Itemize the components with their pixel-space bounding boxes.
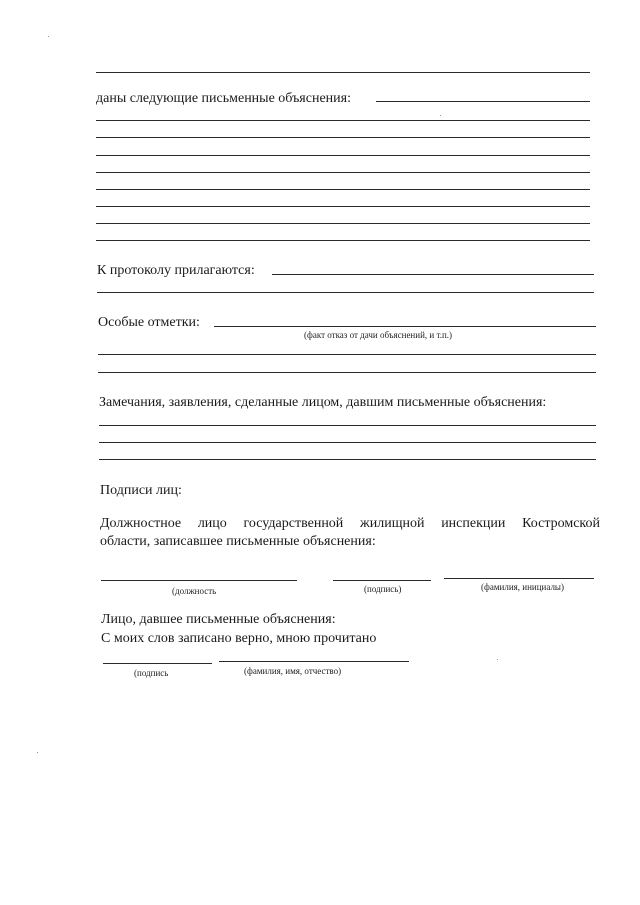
explanations-line-8[interactable] xyxy=(96,240,590,241)
person-line1: Лицо, давшее письменные объяснения: xyxy=(101,612,336,627)
attachments-label: К протоколу прилагаются: xyxy=(97,263,255,278)
special-notes-hint: (факт отказ от дачи объяснений, и т.п.) xyxy=(304,330,453,340)
scan-speck xyxy=(48,36,49,37)
scan-speck xyxy=(497,659,498,660)
caption-person-name: (фамилия, имя, отчество) xyxy=(244,666,342,676)
person-name-line[interactable] xyxy=(219,661,409,662)
special-notes-label: Особые отметки: xyxy=(98,315,200,330)
person-line2: С моих слов записано верно, мною прочитано xyxy=(101,631,377,646)
remarks-label: Замечания, заявления, сделанные лицом, давшим письменные объяснения: xyxy=(99,395,547,410)
person-signature-line[interactable] xyxy=(103,663,212,664)
explanations-line-5[interactable] xyxy=(96,189,590,190)
attachments-input-line[interactable] xyxy=(272,274,594,275)
explanations-line-3[interactable] xyxy=(96,155,590,156)
explanations-line-1[interactable] xyxy=(96,120,590,121)
explanations-line-6[interactable] xyxy=(96,206,590,207)
scan-speck xyxy=(440,115,441,116)
explanations-input-line[interactable] xyxy=(376,101,590,102)
explanations-line-2[interactable] xyxy=(96,137,590,138)
caption-signature: (подпись) xyxy=(364,584,402,594)
top-rule xyxy=(96,72,590,73)
official-statement-line1: Должностное лицо государственной жилищной инспекции Костромской xyxy=(100,516,600,531)
special-notes-line-1[interactable] xyxy=(98,354,596,355)
scan-speck xyxy=(37,752,38,753)
special-notes-input-line[interactable] xyxy=(214,326,596,327)
caption-person-signature: (подпись xyxy=(134,668,169,678)
explanations-line-7[interactable] xyxy=(96,223,590,224)
official-name-line[interactable] xyxy=(444,578,594,579)
official-statement-line2: области, записавшее письменные объяснения: xyxy=(100,534,376,549)
explanations-line-4[interactable] xyxy=(96,172,590,173)
remarks-line-3[interactable] xyxy=(99,459,596,460)
caption-name: (фамилия, инициалы) xyxy=(481,582,564,592)
attachments-line-1[interactable] xyxy=(97,292,594,293)
explanations-label: даны следующие письменные объяснения: xyxy=(96,91,351,106)
official-signature-line[interactable] xyxy=(333,580,431,581)
special-notes-line-2[interactable] xyxy=(98,372,596,373)
remarks-line-1[interactable] xyxy=(99,425,596,426)
caption-position: (должность xyxy=(172,586,217,596)
signatures-heading: Подписи лиц: xyxy=(100,483,182,498)
official-position-line[interactable] xyxy=(101,580,297,581)
remarks-line-2[interactable] xyxy=(99,442,596,443)
